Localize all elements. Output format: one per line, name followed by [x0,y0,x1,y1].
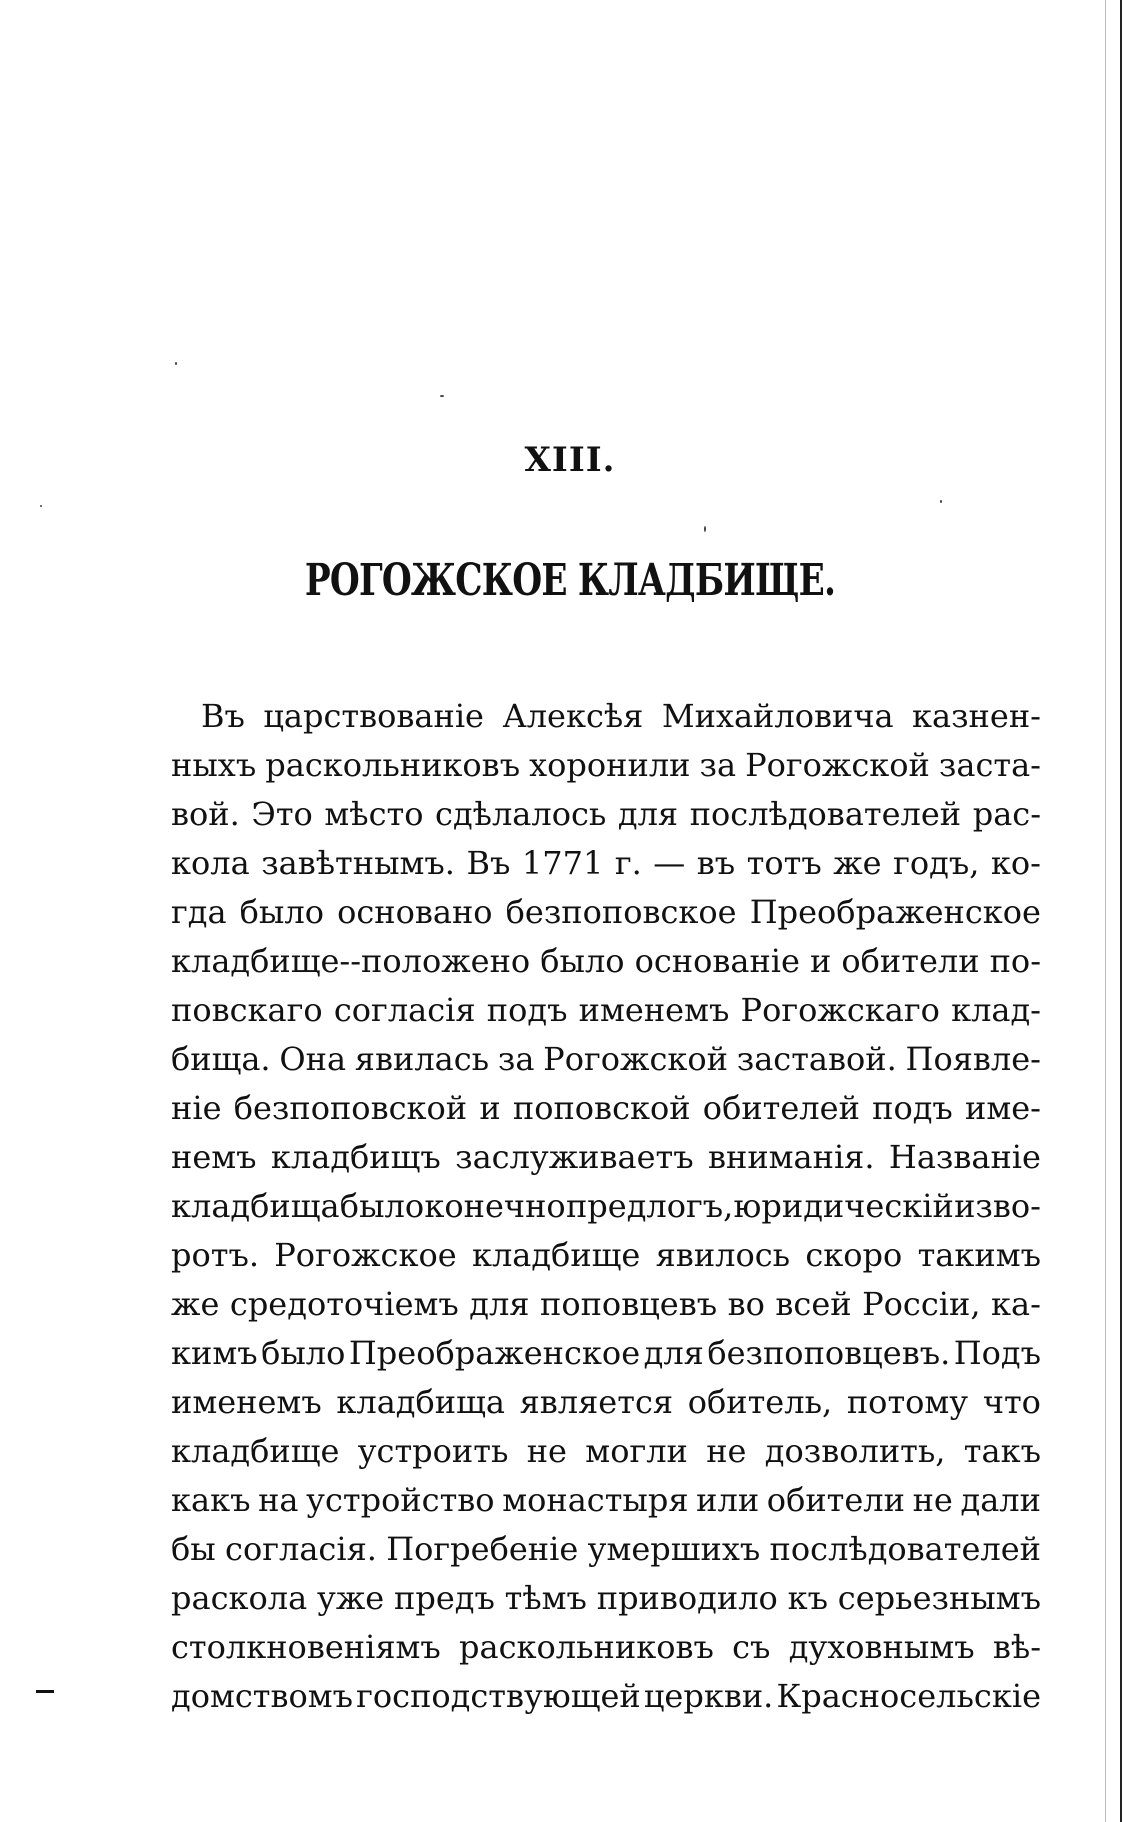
text-line: повскаго согласія подъ именемъ Рогожскаго клад- [171,991,1041,1029]
page-edge-shadow-faint [1105,0,1106,1822]
text-line: кладбище--положено было основаніе и обители по- [171,942,1041,980]
margin-mark [36,1690,54,1693]
text-line: столкновеніямъ раскольниковъ съ духовнымъ вѣ- [171,1628,1041,1666]
text-line: ніе безпоповской и поповской обителей подъ име- [171,1089,1041,1127]
text-line: кладбища было конечно предлогъ, юридическій изво- [171,1187,1041,1225]
text-line: же средоточіемъ для поповцевъ во всей Россіи, ка- [171,1285,1041,1323]
text-line: вой. Это мѣсто сдѣлалось для послѣдователей рас- [171,795,1041,833]
print-speck [40,505,42,507]
print-speck [175,362,177,365]
text-line: именемъ кладбища является обитель, потому что [171,1383,1041,1421]
page-edge-shadow [1120,0,1122,1822]
text-line: гда было основано безпоповское Преображенское [171,893,1041,931]
print-speck [940,500,942,503]
chapter-title: РОГОЖСКОЕ КЛАДБИЩЕ. [304,555,836,606]
text-line: немъ кладбищъ заслуживаетъ вниманія. Названіе [171,1138,1041,1176]
print-speck [704,526,706,532]
text-line: кола завѣтнымъ. Въ 1771 г. — въ тотъ же годъ, ко- [171,844,1041,882]
text-line: какъ на устройство монастыря или обители не дали [171,1481,1041,1519]
text-line: ротъ. Рогожское кладбище явилось скоро такимъ [171,1236,1041,1274]
body-text [171,692,1041,1721]
text-line: домствомъ господствующей церкви. Красносельскіе [171,1677,1041,1715]
text-line: бища. Она явилась за Рогожской заставой. Появле- [171,1040,1041,1078]
chapter-number: XIII. [524,440,616,480]
text-line: Въ царствованіе Алексѣя Михайловича казнен- [201,697,1041,735]
print-speck [440,395,444,397]
text-line: раскола уже предъ тѣмъ приводило къ серьезнымъ [171,1579,1041,1617]
text-line: бы согласія. Погребеніе умершихъ послѣдователей [171,1530,1041,1568]
text-line: кладбище устроить не могли не дозволить, такъ [171,1432,1041,1470]
text-line: ныхъ раскольниковъ хоронили за Рогожской заста- [171,746,1041,784]
text-line: кимъ было Преображенское для безпоповцевъ. Подъ [171,1334,1041,1372]
